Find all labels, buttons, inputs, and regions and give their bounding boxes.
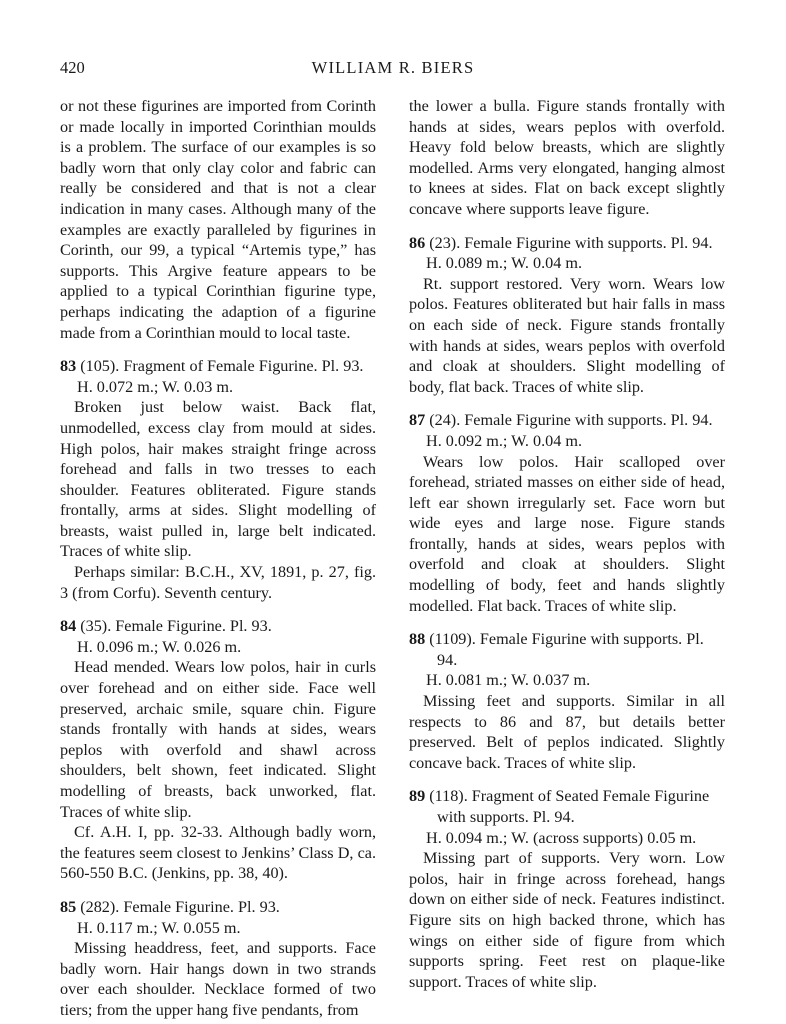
catalog-entry-84 [60,616,376,884]
entry-description: Missing feet and supports. Similar in all respects to 86 and 87, but details better preserved. Belt of peplos indicated. Slightly concave back. Traces of white slip. [409,692,725,772]
entry-measurements: H. 0.117 m.; W. 0.055 m. [77,918,241,937]
entry-number: 84 [60,617,77,636]
entry-description: Head mended. Wears low polos, hair in curls over forehead and on either side. Face well preserved, archaic smile, square chin. Figure stands frontally with hands at sides, wears peplos with overfold and shawl across shoulders, belt shown, feet indicated. Slight modelling of breasts, back unworked, flat. Traces of white slip. [60,658,376,821]
page-header [0,58,786,82]
entry-heading [60,356,376,377]
entry-description: Missing part of supports. Very worn. Low polos, hair in fringe across forehead, hangs down on either side of neck. Features indistinct. Figure sits on high backed throne, which has wings on either side of figure from which supports spring. Feet rest on plaque-like support. Traces of white slip. [409,849,725,991]
left-column [60,96,376,1021]
entry-heading [409,410,725,431]
entry-heading [409,233,725,254]
entry-measurements: H. 0.096 m.; W. 0.026 m. [77,637,242,656]
entry-number: 83 [60,357,77,376]
entry-heading [60,897,376,918]
entry-number: 86 [409,233,426,252]
entry-title: (23). Female Figurine with supports. Pl. 94. [425,233,713,252]
entry-reference: Cf. A.H. I, pp. 32-33. Although badly worn, the features seem closest to Jenkins’ Class D, ca. 560-550 B.C. (Jenkins, pp. 38, 40). [60,823,376,883]
entry-title: (24). Female Figurine with supports. Pl. 94. [425,411,713,430]
entry-heading [60,616,376,637]
entry-description: Rt. support restored. Very worn. Wears low polos. Features obliterated but hair falls in mass on each side of neck. Figure stands frontally with hands at sides, wears peplos with overfold and cloak at shoulders. Slight modelling of body, flat back. Traces of white slip. [409,274,725,396]
entry-number: 88 [409,630,426,649]
entry-heading [409,786,725,827]
intro-paragraph: or not these figurines are imported from Corinth or made locally in imported Corinthian moulds is a problem. The surface of our examples is so badly worn that only clay color and fabric can really be considered and that is not a clear indication in many cases. Although many of the examples are exactly paralleled by figurines in Corinth, our 99, a typical “Artemis type,” has supports. This Argive feature appears to be applied to a typical Corinthian figurine type, perhaps indicating the adaption of a figurine made from a Corinthian mould to local taste. [60,97,376,342]
right-column [409,96,725,992]
catalog-entry-83 [60,356,376,603]
entry-measurements: H. 0.072 m.; W. 0.03 m. [77,377,234,396]
entry-title: (282). Female Figurine. Pl. 93. [76,897,280,916]
entry-description: Wears low polos. Hair scalloped over forehead, striated masses on either side of head, left ear shown irregularly set. Face worn but wide eyes and large nose. Figure stands frontally, hands at sides, wears peplos with overfold and cloak at shoulders. Slight modelling of body, feet and hands slightly modelled. Flat back. Traces of white slip. [409,452,725,615]
entry-number: 87 [409,411,426,430]
catalog-entry-89 [409,786,725,992]
entry-measurements: H. 0.094 m.; W. (across supports) 0.05 m. [426,828,697,847]
running-title: WILLIAM R. BIERS [311,58,475,77]
catalog-entry-88 [409,629,725,773]
entry-heading [409,629,725,670]
entry-number: 89 [409,787,426,806]
page-number: 420 [60,58,85,77]
continuation-paragraph: the lower a bulla. Figure stands frontally with hands at sides, wears peplos with overfold. Heavy fold below breasts, which are slightly modelled. Arms very elongated, hanging almost to knees at sides. Flat on back except slightly concave where supports leave figure. [409,97,725,218]
entry-title: (1109). Female Figurine with supports. Pl. 94. [425,630,704,669]
entry-title: (118). Fragment of Seated Female Figurine with supports. Pl. 94. [425,787,710,826]
entry-description: Broken just below waist. Back flat, unmodelled, excess clay from mould at sides. High polos, hair makes straight fringe across forehead and falls in two tresses to each shoulder. Features obliterated. Figure stands frontally, arms at sides. Slight modelling of breasts, waist pulled in, large belt indicated. Traces of white slip. [60,398,376,561]
catalog-entry-85 [60,897,376,1021]
entry-description: Missing headdress, feet, and supports. Face badly worn. Hair hangs down in two strands over each shoulder. Necklace formed of two tiers; from the upper hang five pendants, from [60,939,376,1019]
entry-title: (105). Fragment of Female Figurine. Pl. 93. [76,357,364,376]
entry-measurements: H. 0.089 m.; W. 0.04 m. [426,254,583,273]
catalog-entry-87 [409,410,725,616]
entry-number: 85 [60,897,77,916]
entry-title: (35). Female Figurine. Pl. 93. [76,617,272,636]
entry-measurements: H. 0.081 m.; W. 0.037 m. [426,671,591,690]
catalog-entry-86 [409,233,725,398]
entry-measurements: H. 0.092 m.; W. 0.04 m. [426,431,583,450]
entry-reference: Perhaps similar: B.C.H., XV, 1891, p. 27, fig. 3 (from Corfu). Seventh century. [60,563,376,602]
